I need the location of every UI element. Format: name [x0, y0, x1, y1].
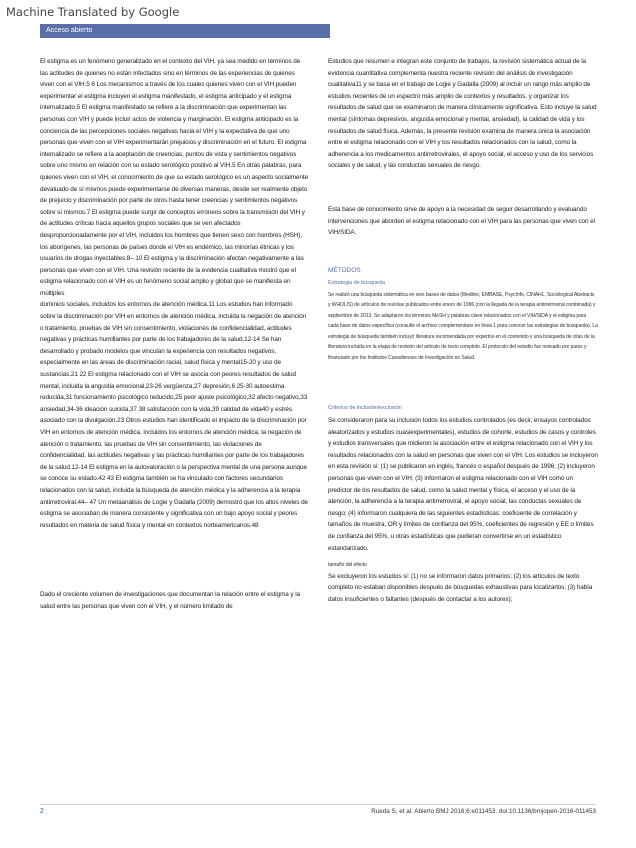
- criteria-subheading: Criterios de inclusión/exclusión: [328, 405, 402, 412]
- search-strategy-text: Se realizó una búsqueda sistemática en seis bases de datos (Medline, EMBASE, PsycInfo, CINAHL, Sociological Abstracts y WHOLIS) de artículos de revistas publicados entre enero de 1996 (con la llegada de la terapia antirretroviral combinada) y septiembre de 2013. Se adaptaron los términos MeSH y palabras clave relacionados con el VIH/SIDA y el estigma para cada base de datos específica (consulte el archivo complementario en línea 1 para conocer las estrategias de búsqueda). La estrategia de búsqueda también incluyó literatura recomendada por expertos en el contenido y una búsqueda de citas de la literatura incluida en la etapa de revisión del artículo de texto completo. El protocolo del estudio fue revisado por pares y financiado por los Institutos Canadienses de Investigación en Salud.: [328, 291, 598, 361]
- review-rationale-paragraph: Dado el creciente volumen de investigaciones que documentan la relación entre el estigma y la salud entre las personas que viven con el VIH, y el número limitado de: [40, 591, 300, 610]
- knowledge-base-paragraph: Esta base de conocimiento sirve de apoyo a la necesidad de seguir desarrollando y evaluando intervenciones que aborden el estigma relacionado con el VIH para las personas que viven con el VIH/SIDA.: [328, 205, 595, 237]
- methods-heading: MÉTODOS: [328, 266, 361, 274]
- footer-divider: [40, 804, 596, 805]
- search-strategy-subheading: Estrategia de búsqueda: [328, 280, 385, 287]
- citation: Rueda S, et al. Abierto BMJ 2016;6:e011453. doi:10.1136/bmjopen-2016-011453: [371, 808, 596, 815]
- exclusion-text: Se excluyeron los estudios si: (1) no se informaron datos primarios; (2) los artículos de texto completo no estaban disponibles después de búsquedas exhaustivas para localizarlos; (3) había datos insuficientes o faltantes (después de contactar a los autores);: [328, 572, 593, 603]
- machine-translated-label: Machine Translated by Google: [6, 5, 180, 19]
- review-scope-paragraph: Estudios que resumen e integran este conjunto de trabajos, la revisión sistemática actual de la evidencia cuantitativa complementa nuestra reciente revisión del análisis de investigación cualitativa11 y se basa en el trabajo de Logie y Gadalla (2009) al incluir un rango más amplio de estudios recientes de un espectro más amplio de contextos y resultados, y organizar los resultados de salud que se examinaron de manera clínicamente significativa. Esto incluye la salud mental (síntomas depresivos, angustia emocional y mental, ansiedad), la calidad de vida y los resultados de salud física. Además, la presente revisión examina de manera única la asociación entre el estigma relacionado con el VIH y los resultados relacionados con la salud, como la adherencia a los medicamentos antirretrovirales, el apoyo social, el acceso y uso de los servicios sociales y de salud, y las conductas sexuales de riesgo.: [328, 58, 597, 170]
- health-outcomes-paragraph: dominios sociales, incluidos los entornos de atención médica.11 Los estudios han informado sobre la discriminación por VIH en entornos de atención médica, incluida la negación de atención o tratamiento, pruebas de VIH sin consentimiento, violaciones de confidencialidad, actitudes negativas y prácticas humillantes por parte de los trabajadores de la salud.12-14 Se han desarrollado y probado modelos que vinculan la experiencia con resultados negativos, especialmente en las áreas de discriminación racial, salud física y mental15-20 y uso de sustancias.21 22 El estigma relacionado con el VIH se asocia con peores resultados de salud mental, incluida la angustia emocional,23-26 vergüenza,27 depresión,6 25-30 autoestima reducida,31 funcionamiento psicológico reducido,25 peor ajuste psicológico,32 afecto negativo,33 ansiedad,34-36 ideación suicida,37 38 satisfacción con la vida,39 calidad de vida40 y estrés asociado con la divulgación.23 Otros estudios han identificado el impacto de la discriminación por VIH en entornos de atención médica, incluidos los entornos de atención médica, la negación de atención o tratamiento, las pruebas de VIH sin consentimiento, las violaciones de confidencialidad, las actitudes negativas y las prácticas humillantes por parte de los trabajadores de la salud.12-14 El estigma en la autovaloración o la perspectiva mental de una persona aunque se conoce su estado.42 43 El estigma también se ha vinculado con factores secundarios relacionados con la salud, incluida la búsqueda de atención médica y la adherencia a la terapia antirretroviral.44– 47 Un metaanálisis de Logie y Gadalla (2009) demostró que los altos niveles de estigma se asociaban de manera consistente y significativa con un bajo apoyo social y peores resultados en materia de salud física y mental en contextos norteamericanos.48: [40, 301, 308, 529]
- effect-size-label: tamaño del efecto: [328, 562, 367, 569]
- right-column: [328, 56, 598, 605]
- page-number: 2: [40, 808, 44, 815]
- open-access-banner: Acceso abierto: [40, 24, 330, 38]
- criteria-text: Se consideraron para su inclusión todos los estudios controlados (es decir, ensayos controlados aleatorizados y estudios cuasiexperimentales), estudios de cohorte, estudios de casos y controles y estudios transversales que midieron la asociación entre el estigma relacionado con el VIH y los resultados relacionados con la salud en personas que viven con el VIH. Los estudios se incluyeron en esta revisión si: (1) se publicaron en inglés, francés o español después de 1996; (2) incluyeron personas que viven con el VIH; (3) informaron el estigma relacionado con el VIH como un predictor de los resultados de salud, como la salud mental y física, el acceso y el uso de la atención, la adherencia a la terapia antirretroviral, el apoyo social, las conductas sexuales de riesgo; (4) informaron cualquiera de las siguientes estadísticas: coeficiente de correlación y tamaños de muestra, OR y límites de confianza del 95%, coeficientes de regresión y EE o límites de confianza del 95%, u otras estadísticas que pudieran convertirse en un estadístico estandarizado.: [328, 417, 598, 552]
- intro-paragraph: El estigma es un fenómeno generalizado en el contexto del VIH, ya sea medido en términos de las actitudes de quienes no están infectados sino en términos de las experiencias de quienes viven con el VIH.5 6 Los mecanismos a través de los cuales quienes viven con el VIH pueden experimentar el estigma incluyen el estigma manifestado, el estigma anticipado y el estigma internalizado.5 El estigma manifestado se refiere a la discriminación que experimentan las personas con VIH y puede incluir actos de violencia y marginación. El estigma anticipado es la conciencia de las percepciones sociales negativas hacia el VIH y la expectativa de que uno personas que viven con el VIH experimentarán prejuicios y discriminación en el futuro. El estigma internalizado se refiere a la aceptación de creencias, puntos de vista y sentimientos negativos sobre uno mismo en relación con su estado serológico positivo al VIH.5 En otras palabras, para quienes viven con el VIH, el conocimiento de que su estado serológico es un aspecto socialmente devaluado de sí mismos puede experimentarse de diversas maneras, desde ser realmente objeto de prejuicio y discriminación por parte de otros hasta tener creencias y sentimientos negativos sobre sí mismos.7 El estigma puede surgir de conceptos erróneos sobre la transmisión del VIH y de actitudes críticas hacia aquellos grupos sociales que se ven afectados desproporcionadamente por el VIH, incluidos los hombres que tienen sexo con hombres (HSH), los aborígenes, las personas de países donde el VIH es endémico, las minorías étnicas y los usuarios de drogas inyectables.8– 10 El estigma y la discriminación afectan negativamente a las personas que viven con el VIH. Una revisión reciente de la evidencia cualitativa mostró que el estigma relacionado con el VIH es un fenómeno social amplio y global que se manifiesta en múltiples: [40, 58, 308, 297]
- left-column: [40, 56, 308, 613]
